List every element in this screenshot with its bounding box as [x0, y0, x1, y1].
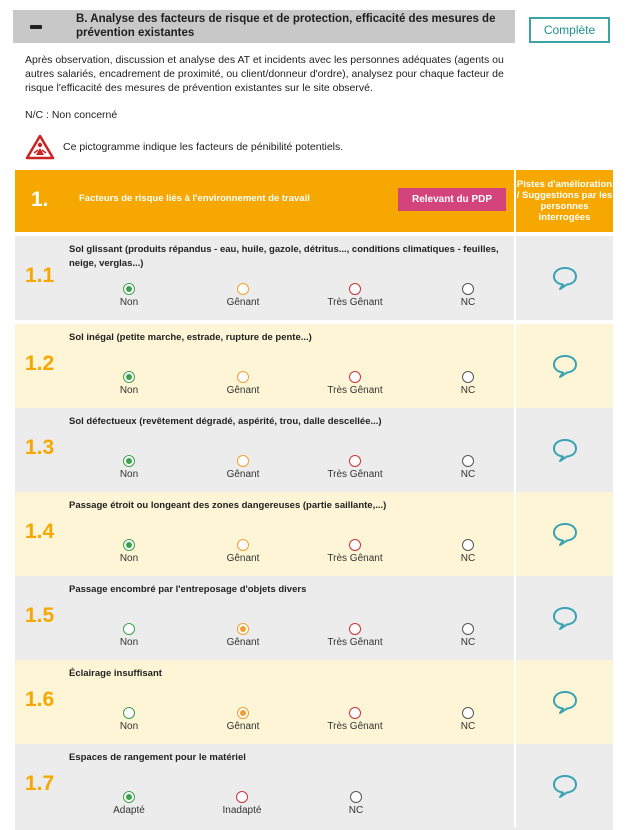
intro-text: Après observation, discussion et analyse des AT et incidents avec les personnes adéquates (agents ou autres salariés, encadrement de proximité, ou client/donneur d'ordre), analysez pour chaque facteur de risque l'efficacité des mesures de prévention existantes sur le site observé. [25, 54, 504, 94]
radio-label: NC [460, 637, 476, 648]
radio-option[interactable] [89, 791, 169, 816]
radio-option[interactable] [202, 791, 282, 816]
radio-button[interactable] [350, 791, 362, 803]
risk-row [15, 492, 514, 576]
row-label: Sol glissant (produits répandus - eau, huile, gazole, détritus..., conditions climatiques - feuilles, neige, verglas...) [69, 244, 499, 269]
risk-row [15, 576, 514, 660]
comment-cell [516, 324, 613, 408]
radio-label: Gênant [226, 553, 260, 564]
section-title: B. Analyse des facteurs de risque et de protection, efficacité des mesures de prévention existantes [76, 13, 496, 39]
radio-label: Inadapté [222, 805, 262, 816]
radio-button[interactable] [237, 371, 249, 383]
radio-button[interactable] [123, 623, 135, 635]
radio-button[interactable] [123, 791, 135, 803]
category-header [15, 170, 514, 232]
row-number: 1.2 [25, 352, 55, 375]
radio-button[interactable] [462, 539, 474, 551]
row-label: Sol inégal (petite marche, estrade, rupture de pente...) [69, 332, 312, 343]
radio-label: Gênant [226, 721, 260, 732]
risk-row [15, 744, 514, 828]
radio-button[interactable] [123, 283, 135, 295]
category-title: Facteurs de risque liés à l'environnement de travail [79, 193, 310, 204]
radio-button[interactable] [349, 623, 361, 635]
radio-button[interactable] [123, 539, 135, 551]
risk-row [15, 660, 514, 744]
radio-button[interactable] [349, 455, 361, 467]
comment-icon[interactable] [551, 605, 579, 631]
radio-button[interactable] [349, 707, 361, 719]
radio-label: NC [460, 721, 476, 732]
radio-label: Non [119, 297, 139, 308]
radio-label: Très Gênant [327, 553, 383, 564]
radio-button[interactable] [237, 623, 249, 635]
radio-option[interactable] [203, 283, 283, 308]
row-label: Sol défectueux (revêtement dégradé, aspérité, trou, dalle descellée...) [69, 416, 382, 427]
radio-label: Non [119, 637, 139, 648]
radio-button[interactable] [349, 371, 361, 383]
radio-label: Gênant [226, 385, 260, 396]
comment-cell [516, 660, 613, 744]
category-number: 1. [31, 188, 49, 211]
radio-option[interactable] [89, 623, 169, 648]
risk-row [15, 408, 514, 492]
comment-cell [516, 576, 613, 660]
radio-option[interactable] [203, 455, 283, 480]
comment-cell [516, 744, 613, 828]
collapse-icon[interactable] [30, 25, 42, 29]
row-label: Espaces de rangement pour le matériel [69, 752, 246, 763]
radio-button[interactable] [349, 283, 361, 295]
radio-option[interactable] [203, 371, 283, 396]
pistes-label: Pistes d'amélioration / Suggestions par les personnes interrogées [516, 179, 613, 223]
radio-label: Non [119, 385, 139, 396]
complete-button[interactable]: Complète [529, 17, 610, 43]
row-number: 1.3 [25, 436, 55, 459]
radio-label: Non [119, 469, 139, 480]
row-number: 1.1 [25, 264, 55, 287]
radio-option[interactable] [89, 283, 169, 308]
comment-cell [516, 408, 613, 492]
radio-label: Très Gênant [327, 469, 383, 480]
radio-option[interactable] [428, 623, 508, 648]
radio-button[interactable] [462, 455, 474, 467]
relevant-pdp-button[interactable]: Relevant du PDP [398, 188, 506, 211]
comment-icon[interactable] [551, 353, 579, 379]
comment-icon[interactable] [551, 437, 579, 463]
row-number: 1.6 [25, 688, 55, 711]
radio-button[interactable] [349, 539, 361, 551]
radio-label: Très Gênant [327, 297, 383, 308]
warning-text: Ce pictogramme indique les facteurs de pénibilité potentiels. [63, 141, 344, 153]
radio-option[interactable] [428, 371, 508, 396]
radio-label: Très Gênant [327, 721, 383, 732]
comment-icon[interactable] [551, 265, 579, 291]
radio-button[interactable] [462, 707, 474, 719]
comment-icon[interactable] [551, 521, 579, 547]
radio-button[interactable] [237, 455, 249, 467]
radio-label: NC [460, 553, 476, 564]
comment-cell [516, 236, 613, 320]
radio-label: Gênant [226, 637, 260, 648]
comment-cell [516, 492, 613, 576]
radio-button[interactable] [123, 707, 135, 719]
radio-button[interactable] [237, 539, 249, 551]
radio-option[interactable] [315, 707, 395, 732]
radio-label: NC [460, 469, 476, 480]
comment-icon[interactable] [551, 689, 579, 715]
radio-option[interactable] [428, 283, 508, 308]
radio-label: Non [119, 553, 139, 564]
radio-label: Adapté [113, 805, 145, 816]
radio-button[interactable] [462, 371, 474, 383]
radio-option[interactable] [89, 539, 169, 564]
risk-row [15, 324, 514, 408]
radio-option[interactable] [203, 707, 283, 732]
pistes-header [516, 170, 613, 232]
row-label: Éclairage insuffisant [69, 668, 162, 679]
radio-option[interactable] [428, 707, 508, 732]
radio-option[interactable] [428, 455, 508, 480]
nc-note: N/C : Non concerné [25, 109, 118, 121]
radio-option[interactable] [315, 623, 395, 648]
radio-label: Gênant [226, 297, 260, 308]
radio-label: Très Gênant [327, 385, 383, 396]
radio-option[interactable] [203, 539, 283, 564]
radio-label: Non [119, 721, 139, 732]
row-number: 1.4 [25, 520, 55, 543]
radio-option[interactable] [203, 623, 283, 648]
radio-label: Très Gênant [327, 637, 383, 648]
row-number: 1.5 [25, 604, 55, 627]
radio-label: Gênant [226, 469, 260, 480]
radio-button[interactable] [237, 283, 249, 295]
radio-button[interactable] [236, 791, 248, 803]
radio-label: NC [348, 805, 364, 816]
radio-option[interactable] [315, 283, 395, 308]
warning-icon [25, 134, 55, 160]
radio-option[interactable] [89, 455, 169, 480]
radio-button[interactable] [237, 707, 249, 719]
row-number: 1.7 [25, 772, 55, 795]
radio-option[interactable] [89, 371, 169, 396]
row-label: Passage étroit ou longeant des zones dangereuses (partie saillante,...) [69, 500, 387, 511]
radio-button[interactable] [462, 283, 474, 295]
radio-label: NC [460, 385, 476, 396]
radio-option[interactable] [315, 371, 395, 396]
radio-button[interactable] [123, 455, 135, 467]
comment-icon[interactable] [551, 773, 579, 799]
risk-row [15, 236, 514, 320]
radio-option[interactable] [428, 539, 508, 564]
radio-button[interactable] [123, 371, 135, 383]
radio-option[interactable] [316, 791, 396, 816]
row-label: Passage encombré par l'entreposage d'objets divers [69, 584, 307, 595]
radio-label: NC [460, 297, 476, 308]
radio-button[interactable] [462, 623, 474, 635]
radio-option[interactable] [315, 455, 395, 480]
radio-option[interactable] [89, 707, 169, 732]
radio-option[interactable] [315, 539, 395, 564]
